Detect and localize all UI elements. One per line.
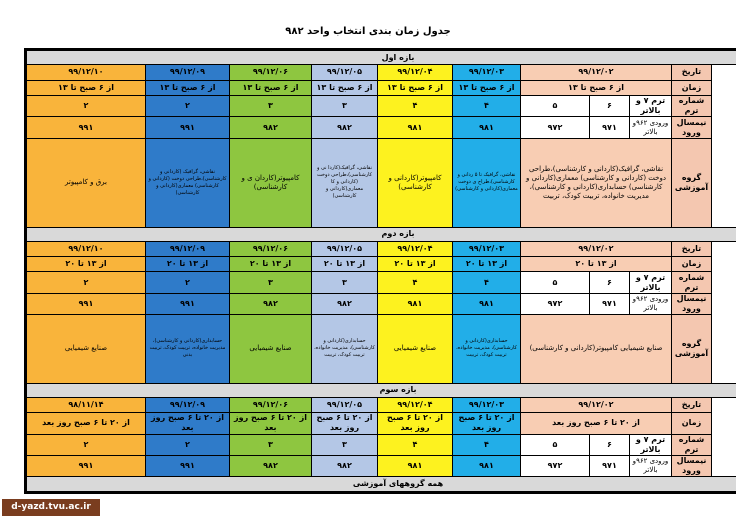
time-cell: از ۶ صبح تا ۱۳ (378, 80, 453, 95)
date-cell: ۹۹/۱۲/۰۲ (521, 241, 672, 256)
term-cell: ۵ (521, 95, 590, 116)
entry-cell: ۹۸۱ (378, 456, 453, 477)
term-cell: ۶ (590, 95, 630, 116)
group-cell: صنایع شیمیایی (378, 315, 453, 383)
entry-cell: ۹۹۱ (26, 456, 146, 477)
entry-cell: ورودی ۹۶۲و بالاتر (630, 293, 672, 314)
term-cell: ۴ (453, 434, 521, 455)
date-cell: ۹۹/۱۲/۰۳ (453, 241, 521, 256)
group-cell: نقاشی، گرافیک(کاردا نی و کارشناسی)،طراحی دوخت (کاردانی و کا معماری(کاردانی و کارشناسی) (312, 138, 378, 227)
entry-cell: ۹۷۲ (521, 117, 590, 138)
row-label-entry: نیمسال ورود (672, 456, 712, 477)
period-title: بازه سوم (26, 383, 736, 397)
term-cell: ۴ (378, 272, 453, 293)
time-cell: از ۶ صبح تا ۱۳ (453, 80, 521, 95)
term-cell: ۳ (312, 272, 378, 293)
all-groups-note: همه گروههای آموزشی (26, 477, 736, 493)
entry-cell: ۹۸۲ (312, 293, 378, 314)
date-cell: ۹۸/۱۱/۱۴ (26, 397, 146, 412)
term-cell: ترم ۷ و بالاتر (630, 434, 672, 455)
entry-cell: ۹۸۱ (453, 117, 521, 138)
date-cell: ۹۹/۱۲/۰۲ (521, 397, 672, 412)
term-cell: ۲ (146, 434, 230, 455)
date-cell: ۹۹/۱۲/۰۴ (378, 65, 453, 80)
time-cell: از ۲۰ تا ۶ صبح روز بعد (312, 413, 378, 434)
row-label-term: شماره ترم (672, 434, 712, 455)
term-cell: ۲ (146, 95, 230, 116)
row-label-term: شماره ترم (672, 272, 712, 293)
date-cell: ۹۹/۱۲/۰۶ (230, 397, 312, 412)
date-cell: ۹۹/۱۲/۰۹ (146, 65, 230, 80)
term-cell: ترم ۷ و بالاتر (630, 272, 672, 293)
entry-cell: ۹۸۱ (378, 117, 453, 138)
term-cell: ۴ (453, 272, 521, 293)
time-cell: از ۱۳ تا ۲۰ (453, 257, 521, 272)
time-cell: از ۲۰ تا ۶ صبح روز بعد (146, 413, 230, 434)
term-cell: ترم ۷ و بالاتر (630, 95, 672, 116)
term-cell: ۲ (26, 434, 146, 455)
entry-cell: ۹۹۱ (26, 117, 146, 138)
group-cell: کامپیوتر(کاردانی و کارشناسی) (378, 138, 453, 227)
entry-cell: ورودی ۹۶۲و بالاتر (630, 117, 672, 138)
entry-cell: ۹۸۲ (312, 117, 378, 138)
page-title: جدول زمان بندی انتخاب واحد ۹۸۲ (285, 26, 451, 37)
entry-cell: ۹۹۱ (146, 456, 230, 477)
term-cell: ۳ (230, 272, 312, 293)
term-cell: ۴ (453, 95, 521, 116)
time-cell: از ۲۰ تا ۶ صبح روز بعد (453, 413, 521, 434)
date-cell: ۹۹/۱۲/۰۳ (453, 397, 521, 412)
row-label-entry: نیمسال ورود (672, 293, 712, 314)
group-cell: نقاشی، گرافیک(کاردانی و کارشناسی)،طراحی دوخت (کاردانی و کارشناسی) معماری(کاردانی و کارشناسی) حسابداری(کاردانی و کارشناسی)، مدیریت خانواده، تربیت کودک، تربیت (521, 138, 672, 227)
time-cell: از ۲۰ تا ۶ صبح روز بعد (230, 413, 312, 434)
time-cell: از ۱۳ تا ۲۰ (378, 257, 453, 272)
term-cell: ۳ (230, 434, 312, 455)
time-cell: از ۲۰ تا ۶ صبح روز بعد (521, 413, 672, 434)
time-cell: از ۱۳ تا ۲۰ (146, 257, 230, 272)
time-cell: از ۶ صبح تا ۱۳ (521, 80, 672, 95)
date-cell: ۹۹/۱۲/۰۵ (312, 65, 378, 80)
group-cell: نقاشی، گرافیک تا ۵ ردانی و کارشناسی)،طراح ی دوخت معماری(کاردانی و کارشناسی) (453, 138, 521, 227)
date-cell: ۹۹/۱۲/۰۵ (312, 241, 378, 256)
row-label-date: تاریخ (672, 397, 712, 412)
row-label-group: گروه آموزشی (672, 315, 712, 383)
date-cell: ۹۹/۱۲/۰۹ (146, 241, 230, 256)
date-cell: ۹۹/۱۲/۱۰ (26, 65, 146, 80)
group-cell: کامپیوتر(کاردان ی و کارشناسی) (230, 138, 312, 227)
group-cell: حسابداری(کاردانی و کارشناسی)، مدیریت خانواده، تربیت کودک، تربیت (312, 315, 378, 383)
date-cell: ۹۹/۱۲/۱۰ (26, 241, 146, 256)
date-cell: ۹۹/۱۲/۰۹ (146, 397, 230, 412)
group-cell: صنایع شیمیایی (230, 315, 312, 383)
entry-cell: ۹۷۱ (590, 117, 630, 138)
entry-cell: ۹۹۱ (146, 117, 230, 138)
row-label-entry: نیمسال ورود (672, 117, 712, 138)
time-cell: از ۱۳ تا ۲۰ (312, 257, 378, 272)
time-cell: از ۶ صبح تا ۱۳ (146, 80, 230, 95)
entry-cell: ورودی ۹۶۲و بالاتر (630, 456, 672, 477)
row-label-term: شماره ترم (672, 95, 712, 116)
term-cell: ۶ (590, 272, 630, 293)
entry-cell: ۹۷۲ (521, 456, 590, 477)
term-cell: ۴ (378, 95, 453, 116)
schedule-table (24, 48, 736, 494)
term-cell: ۲ (26, 95, 146, 116)
term-cell: ۳ (230, 95, 312, 116)
row-label-date: تاریخ (672, 241, 712, 256)
entry-cell: ۹۷۱ (590, 293, 630, 314)
group-cell: برق و کامپیوتر (26, 138, 146, 227)
date-cell: ۹۹/۱۲/۰۴ (378, 397, 453, 412)
entry-cell: ۹۸۲ (230, 117, 312, 138)
term-cell: ۳ (312, 95, 378, 116)
entry-cell: ۹۸۲ (230, 456, 312, 477)
term-cell: ۵ (521, 272, 590, 293)
date-cell: ۹۹/۱۲/۰۵ (312, 397, 378, 412)
entry-cell: ۹۷۲ (521, 293, 590, 314)
period-title: بازه دوم (26, 227, 736, 241)
time-cell: از ۶ صبح تا ۱۳ (26, 80, 146, 95)
date-cell: ۹۹/۱۲/۰۳ (453, 65, 521, 80)
term-cell: ۲ (146, 272, 230, 293)
term-cell: ۵ (521, 434, 590, 455)
row-label-time: زمان (672, 413, 712, 434)
time-cell: از ۲۰ تا ۶ صبح روز بعد (26, 413, 146, 434)
group-cell: صنایع شیمیایی (26, 315, 146, 383)
entry-cell: ۹۹۱ (146, 293, 230, 314)
footer-watermark-logo: d-yazd.tvu.ac.ir (2, 499, 100, 516)
entry-cell: ۹۸۱ (453, 456, 521, 477)
entry-cell: ۹۸۱ (378, 293, 453, 314)
row-label-group: گروه آموزشی (672, 138, 712, 227)
row-label-date: تاریخ (672, 65, 712, 80)
row-label-time: زمان (672, 257, 712, 272)
group-cell: نقاشی، گرافیک (کاردانی و کارشناسی)،طراحی دوخت (کاردانی و کارشناسی) معماری(کاردانی و کارشناسی) (146, 138, 230, 227)
time-cell: از ۱۳ تا ۲۰ (230, 257, 312, 272)
time-cell: از ۲۰ تا ۶ صبح روز بعد (378, 413, 453, 434)
date-cell: ۹۹/۱۲/۰۶ (230, 241, 312, 256)
group-cell: حسابداری(کاردانی و کارشناسی)، مدیریت خانواده، تربیت کودک، تربیت (453, 315, 521, 383)
group-cell: حسابداری(کاردانی و کارشناسی)، مدیریت خانواده، تربیت کودک، تربیت بدنی (146, 315, 230, 383)
entry-cell: ۹۸۲ (230, 293, 312, 314)
term-cell: ۳ (312, 434, 378, 455)
entry-cell: ۹۸۲ (312, 456, 378, 477)
row-label-time: زمان (672, 80, 712, 95)
term-cell: ۲ (26, 272, 146, 293)
time-cell: از ۶ صبح تا ۱۳ (230, 80, 312, 95)
term-cell: ۶ (590, 434, 630, 455)
entry-cell: ۹۸۱ (453, 293, 521, 314)
entry-cell: ۹۹۱ (26, 293, 146, 314)
time-cell: از ۱۳ تا ۲۰ (26, 257, 146, 272)
date-cell: ۹۹/۱۲/۰۲ (521, 65, 672, 80)
entry-cell: ۹۷۱ (590, 456, 630, 477)
group-cell: صنایع شیمیایی کامپیوتر(کاردانی و کارشناسی) (521, 315, 672, 383)
date-cell: ۹۹/۱۲/۰۴ (378, 241, 453, 256)
term-cell: ۴ (378, 434, 453, 455)
time-cell: از ۶ صبح تا ۱۳ (312, 80, 378, 95)
period-title: بازه اول (26, 50, 736, 65)
date-cell: ۹۹/۱۲/۰۶ (230, 65, 312, 80)
time-cell: از ۱۳ تا ۲۰ (521, 257, 672, 272)
